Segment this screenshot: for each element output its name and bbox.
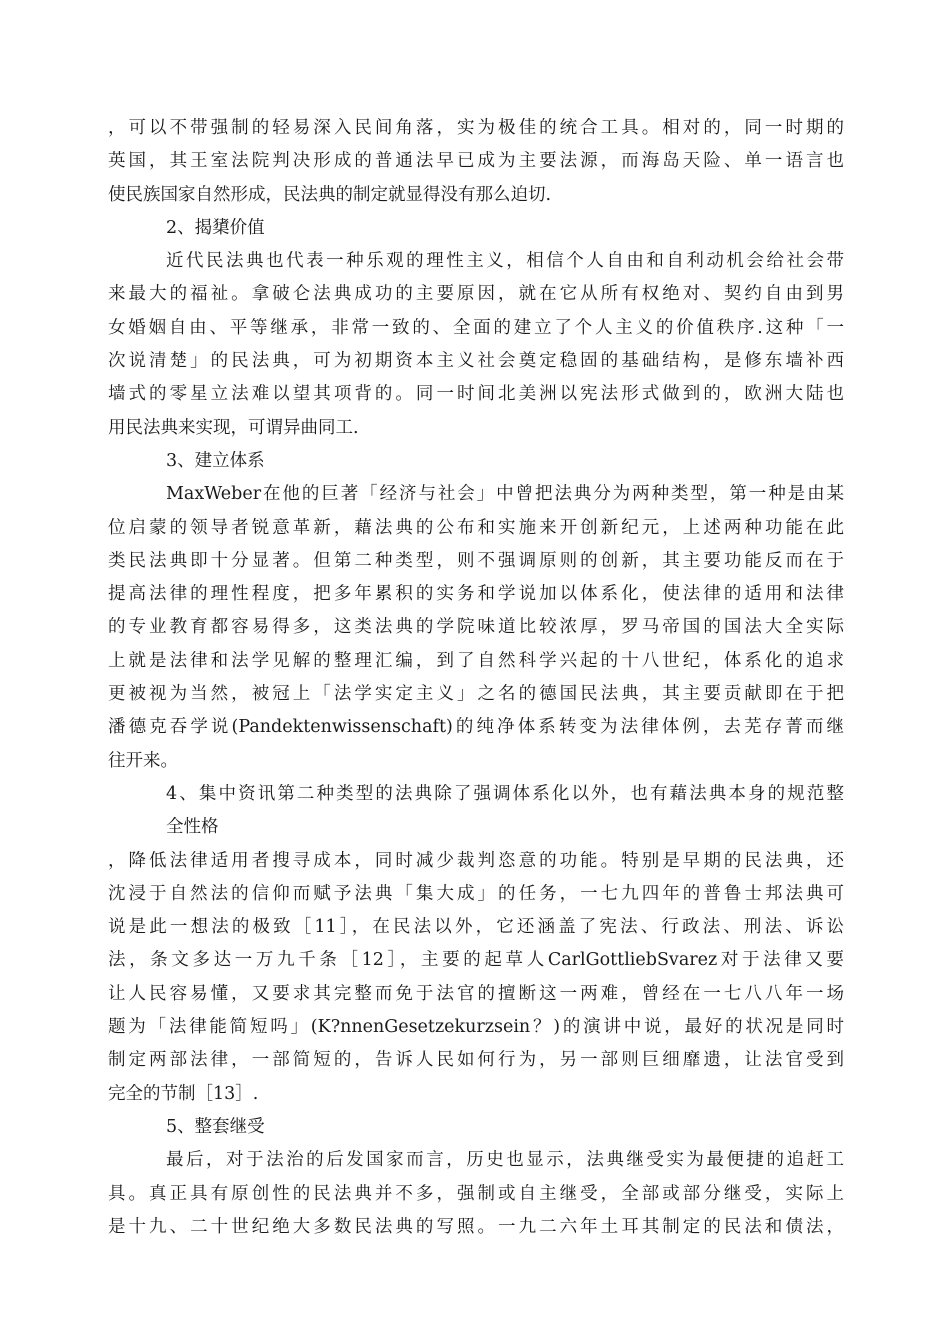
- text-line: MaxWeber在他的巨著「经济与社会」中曾把法典分为两种类型，第一种是由某: [166, 484, 844, 505]
- text-line: 用民法典来实现，可谓异曲同工.: [108, 417, 359, 438]
- text-line: 完全的节制［13］.: [108, 1083, 259, 1104]
- text-line: 制定两部法律，一部简短的，告诉人民如何行为，另一部则巨细靡遗，让法官受到: [108, 1050, 844, 1071]
- text-line: 女婚姻自由、平等继承，非常一致的、全面的建立了个人主义的价值秩序.这种「一: [108, 317, 844, 338]
- text-line: 具。真正具有原创性的民法典并不多，强制或自主继受，全部或部分继受，实际上: [108, 1183, 844, 1204]
- text-line: 位启蒙的领导者锐意革新，藉法典的公布和实施来开创新纪元，上述两种功能在此: [108, 517, 844, 538]
- text-line: 提高法律的理性程度，把多年累积的实务和学说加以体系化，使法律的适用和法律: [108, 584, 844, 605]
- text-line: 法，条文多达一万九千条［12］，主要的起草人CarlGottliebSvarez对于法律又要: [108, 950, 844, 971]
- text-line: ，降低法律适用者搜寻成本，同时减少裁判恣意的功能。特别是早期的民法典，还: [108, 850, 844, 871]
- text-line: 次说清楚」的民法典，可为初期资本主义社会奠定稳固的基础结构，是修东墙补西: [108, 351, 844, 372]
- text-line: 题为「法律能简短吗」(K?nnenGesetzekurzsein？)的演讲中说，最好的状况是同时: [108, 1017, 844, 1038]
- text-line: 是十九、二十世纪绝大多数民法典的写照。一九二六年土耳其制定的民法和债法，: [108, 1216, 844, 1237]
- text-line: 上就是法律和法学见解的整理汇编，到了自然科学兴起的十八世纪，体系化的追求: [108, 650, 844, 671]
- text-line: 墙式的零星立法难以望其项背的。同一时间北美洲以宪法形式做到的，欧洲大陆也: [108, 384, 844, 405]
- text-line: 英国，其王室法院判决形成的普通法早已成为主要法源，而海岛天险、单一语言也: [108, 151, 844, 172]
- text-line: 2、揭橥价值: [166, 217, 265, 238]
- text-line: ，可以不带强制的轻易深入民间角落，实为极佳的统合工具。相对的，同一时期的: [108, 118, 844, 138]
- text-line: 类民法典即十分显著。但第二种类型，则不强调原则的创新，其主要功能反而在于: [108, 550, 844, 571]
- document-body: [108, 112, 844, 1244]
- text-line: 让人民容易懂，又要求其完整而免于法官的擅断这一两难，曾经在一七八八年一场: [108, 983, 844, 1004]
- text-line: 更被视为当然，被冠上「法学实定主义」之名的德国民法典，其主要贡献即在于把: [108, 684, 844, 705]
- text-line: 全性格: [166, 817, 219, 838]
- text-line: 使民族国家自然形成，民法典的制定就显得没有那么迫切.: [108, 184, 552, 205]
- text-line: 的专业教育都容易得多，这类法典的学院味道比较浓厚，罗马帝国的国法大全实际: [108, 617, 844, 638]
- text-line: 最后，对于法治的后发国家而言，历史也显示，法典继受实为最便捷的追赶工: [166, 1150, 844, 1171]
- text-line: 沈浸于自然法的信仰而赋予法典「集大成」的任务，一七九四年的普鲁士邦法典可: [108, 883, 844, 904]
- text-line: 潘德克吞学说(Pandektenwissenschaft)的纯净体系转变为法律体例，去芜存菁而继: [108, 717, 844, 738]
- text-line: 说是此一想法的极致［11］，在民法以外，它还涵盖了宪法、行政法、刑法、诉讼: [108, 917, 844, 938]
- text-line: 来最大的福祉。拿破仑法典成功的主要原因，就在它从所有权绝对、契约自由到男: [108, 284, 844, 305]
- text-line: 近代民法典也代表一种乐观的理性主义，相信个人自由和自利动机会给社会带: [166, 251, 844, 272]
- text-line: 5、整套继受: [166, 1116, 265, 1137]
- text-line: 4、集中资讯第二种类型的法典除了强调体系化以外，也有藉法典本身的规范整: [166, 783, 844, 804]
- text-line: 往开来。: [108, 750, 178, 771]
- text-line: 3、建立体系: [166, 450, 265, 471]
